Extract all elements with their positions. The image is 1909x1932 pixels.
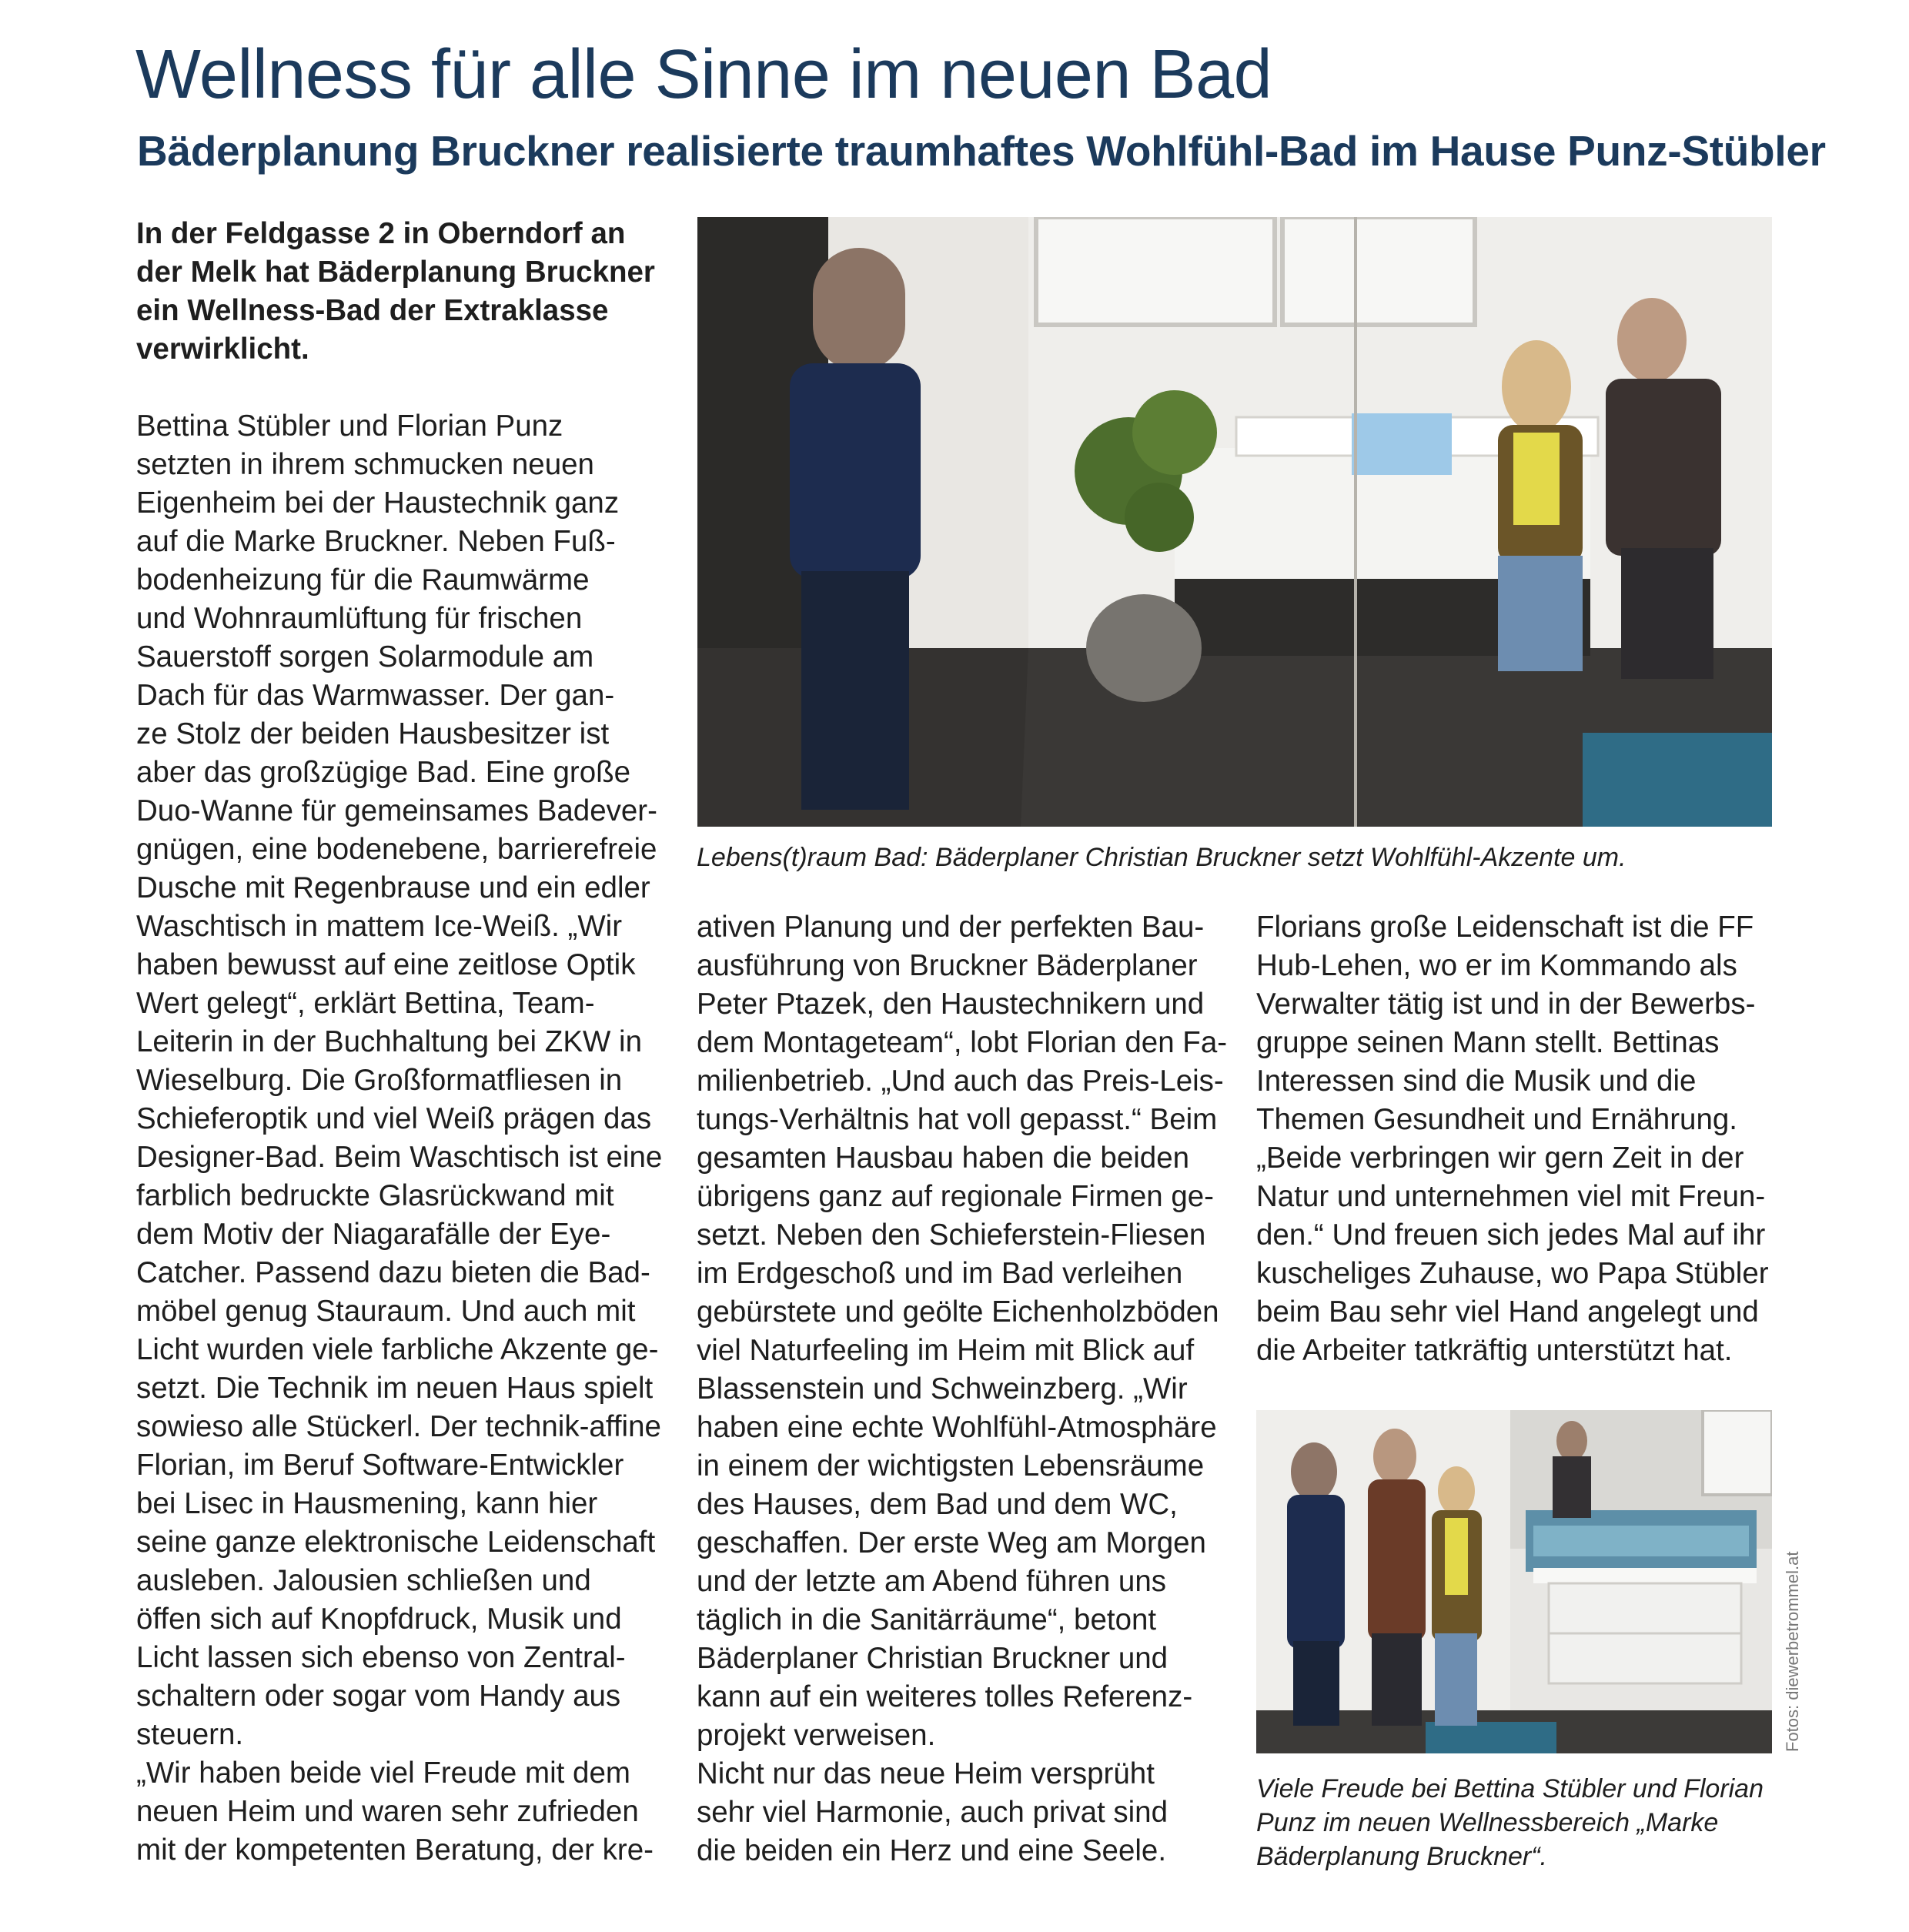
text-line: die beiden ein Herz und eine Seele. xyxy=(697,1834,1167,1867)
text-line: geschaffen. Der erste Weg am Morgen xyxy=(697,1526,1206,1559)
text-line: ausleben. Jalousien schließen und xyxy=(136,1564,591,1597)
text-line: Wert gelegt“, erklärt Bettina, Team- xyxy=(136,987,595,1020)
text-line: schaltern oder sogar vom Handy aus xyxy=(136,1680,621,1713)
text-line: und der letzte am Abend führen uns xyxy=(697,1565,1167,1598)
text-line: kuscheliges Zuhause, wo Papa Stübler xyxy=(1256,1257,1769,1290)
text-line: in einem der wichtigsten Lebensräume xyxy=(697,1449,1205,1482)
text-line: Waschtisch in mattem Ice-Weiß. „Wir xyxy=(136,910,623,943)
text-column-1 xyxy=(136,215,662,1870)
article-subtitle: Bäderplanung Bruckner realisierte traumhaftes Wohlfühl-Bad im Hause Punz-Stübler xyxy=(137,127,1826,175)
text-line: Nicht nur das neue Heim versprüht xyxy=(697,1757,1155,1790)
photo-caption-main: Lebens(t)raum Bad: Bäderplaner Christian Bruckner setzt Wohlfühl-Akzente um. xyxy=(697,843,1626,872)
text-line: dem Montageteam“, lobt Florian den Fa- xyxy=(697,1026,1228,1059)
text-line: ausführung von Bruckner Bäderplaner xyxy=(697,949,1198,982)
text-line: Bäderplaner Christian Bruckner und xyxy=(697,1642,1168,1675)
text-line: und Wohnraumlüftung für frischen xyxy=(136,602,583,635)
text-line: ativen Planung und der perfekten Bau- xyxy=(697,911,1205,944)
text-line: Florian, im Beruf Software-Entwickler xyxy=(136,1449,624,1482)
text-line: Leiterin in der Buchhaltung bei ZKW in xyxy=(136,1025,643,1058)
text-line: Peter Ptazek, den Haustechnikern und xyxy=(697,988,1205,1021)
text-line: Dach für das Warmwasser. Der gan- xyxy=(136,679,615,712)
caption-line: Bäderplanung Bruckner“. xyxy=(1256,1842,1548,1871)
bathroom-photo-main xyxy=(697,217,1772,827)
text-line: Themen Gesundheit und Ernährung. xyxy=(1256,1103,1737,1136)
text-line: kann auf ein weiteres tolles Referenz- xyxy=(697,1680,1193,1713)
text-line: haben bewusst auf eine zeitlose Optik xyxy=(136,948,636,981)
text-line: ze Stolz der beiden Hausbesitzer ist xyxy=(136,717,610,750)
text-line: die Arbeiter tatkräftig unterstützt hat. xyxy=(1256,1334,1733,1367)
article-title: Wellness für alle Sinne im neuen Bad xyxy=(135,36,1272,113)
text-line: Licht wurden viele farbliche Akzente ge- xyxy=(136,1333,659,1366)
vanity-photo-illustration xyxy=(1256,1410,1772,1753)
text-line: gesamten Hausbau haben die beiden xyxy=(697,1141,1190,1175)
text-line: projekt verweisen. xyxy=(697,1719,936,1752)
text-line: dem Motiv der Niagarafälle der Eye- xyxy=(136,1218,611,1251)
text-line: Catcher. Passend dazu bieten die Bad- xyxy=(136,1256,650,1289)
text-line: setzten in ihrem schmucken neuen xyxy=(136,448,594,481)
bathroom-photo-illustration xyxy=(697,217,1772,827)
text-line: bodenheizung für die Raumwärme xyxy=(136,563,590,597)
text-line: beim Bau sehr viel Hand angelegt und xyxy=(1256,1295,1759,1329)
text-line: Natur und unternehmen viel mit Freun- xyxy=(1256,1180,1766,1213)
text-line: seine ganze elektronische Leidenschaft xyxy=(136,1526,656,1559)
text-line: Bettina Stübler und Florian Punz xyxy=(136,409,563,443)
text-line: Interessen sind die Musik und die xyxy=(1256,1065,1697,1098)
text-line: farblich bedruckte Glasrückwand mit xyxy=(136,1179,614,1212)
text-line: im Erdgeschoß und im Bad verleihen xyxy=(697,1257,1183,1290)
text-line: Designer-Bad. Beim Waschtisch ist eine xyxy=(136,1141,663,1174)
text-line: Duo-Wanne für gemeinsames Badever- xyxy=(136,794,657,827)
text-line: Verwalter tätig ist und in der Bewerbs- xyxy=(1256,988,1756,1021)
text-line: viel Naturfeeling im Heim mit Blick auf xyxy=(697,1334,1195,1367)
text-line: Eigenheim bei der Haustechnik ganz xyxy=(136,486,620,520)
text-line: sehr viel Harmonie, auch privat sind xyxy=(697,1796,1168,1829)
text-line: den.“ Und freuen sich jedes Mal auf ihr xyxy=(1256,1218,1766,1252)
text-line: gruppe seinen Mann stellt. Bettinas xyxy=(1256,1026,1720,1059)
text-line: Florians große Leidenschaft ist die FF xyxy=(1256,911,1754,944)
text-line: setzt. Die Technik im neuen Haus spielt xyxy=(136,1372,654,1405)
text-line: milienbetrieb. „Und auch das Preis-Leis- xyxy=(697,1065,1224,1098)
text-line: Blassenstein und Schweinzberg. „Wir xyxy=(697,1372,1188,1406)
text-line: der Melk hat Bäderplanung Bruckner xyxy=(136,256,655,289)
text-line: aber das großzügige Bad. Eine große xyxy=(136,756,631,789)
text-line: Wieselburg. Die Großformatfliesen in xyxy=(136,1064,623,1097)
text-line: Dusche mit Regenbrause und ein edler xyxy=(136,871,650,904)
body-paragraph xyxy=(136,407,662,1870)
text-line: täglich in die Sanitärräume“, betont xyxy=(697,1603,1157,1636)
text-line: auf die Marke Bruckner. Neben Fuß- xyxy=(136,525,616,558)
text-line: möbel genug Stauraum. Und auch mit xyxy=(136,1295,636,1328)
text-line: „Beide verbringen wir gern Zeit in der xyxy=(1256,1141,1744,1175)
text-line: tungs-Verhältnis hat voll gepasst.“ Beim xyxy=(697,1103,1218,1136)
text-column-2 xyxy=(697,908,1227,1870)
text-line: verwirklicht. xyxy=(136,333,309,366)
caption-line: Punz im neuen Wellnessbereich „Marke xyxy=(1256,1808,1719,1837)
text-line: neuen Heim und waren sehr zufrieden xyxy=(136,1795,639,1828)
text-line: Licht lassen sich ebenso von Zentral- xyxy=(136,1641,626,1674)
text-line: Hub-Lehen, wo er im Kommando als xyxy=(1256,949,1737,982)
text-line: übrigens ganz auf regionale Firmen ge- xyxy=(697,1180,1215,1213)
text-line: bei Lisec in Hausmening, kann hier xyxy=(136,1487,598,1520)
text-line: „Wir haben beide viel Freude mit dem xyxy=(136,1757,630,1790)
photo-caption-secondary xyxy=(1256,1772,1764,1874)
text-column-3 xyxy=(1256,908,1769,1370)
text-line: sowieso alle Stückerl. Der technik-affine xyxy=(136,1410,661,1443)
text-line: steuern. xyxy=(136,1718,244,1751)
lead-paragraph xyxy=(136,215,662,369)
text-line: haben eine echte Wohlfühl-Atmosphäre xyxy=(697,1411,1217,1444)
bathroom-photo-secondary xyxy=(1256,1410,1772,1753)
photo-credit: Fotos: diewerbetrommel.at xyxy=(1783,1551,1802,1752)
text-line: ein Wellness-Bad der Extraklasse xyxy=(136,294,609,327)
text-line: Sauerstoff sorgen Solarmodule am xyxy=(136,640,594,674)
text-line: setzt. Neben den Schieferstein-Fliesen xyxy=(697,1218,1206,1252)
text-line: des Hauses, dem Bad und dem WC, xyxy=(697,1488,1178,1521)
caption-line: Viele Freude bei Bettina Stübler und Florian xyxy=(1256,1774,1764,1803)
text-line: In der Feldgasse 2 in Oberndorf an xyxy=(136,217,626,250)
text-line: öffen sich auf Knopfdruck, Musik und xyxy=(136,1603,622,1636)
text-line: mit der kompetenten Beratung, der kre- xyxy=(136,1833,654,1867)
text-line: gebürstete und geölte Eichenholzböden xyxy=(697,1295,1219,1329)
text-line: gnügen, eine bodenebene, barrierefreie xyxy=(136,833,657,866)
text-line: Schieferoptik und viel Weiß prägen das xyxy=(136,1102,652,1135)
